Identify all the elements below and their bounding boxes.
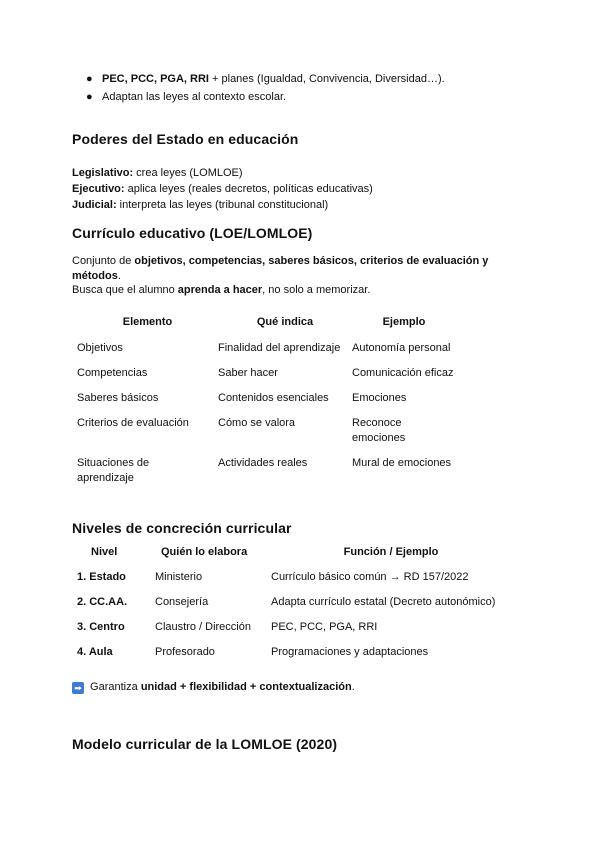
- bullet-list: [80, 70, 560, 106]
- bullet-icon: ●: [86, 91, 93, 103]
- levels-table: [77, 546, 511, 671]
- section-heading: Poderes del Estado en educación: [72, 131, 299, 147]
- table-header: Elemento Qué indica Ejemplo: [122, 316, 426, 328]
- list-item: ● Adaptan las leyes al contexto escolar.: [80, 88, 560, 106]
- bullet-icon: ●: [86, 73, 93, 85]
- curriculum-table: [77, 316, 456, 486]
- table-row: Criterios de evaluación Cómo se valora Reconoce emociones: [77, 417, 406, 444]
- table-row: Saberes básicos Contenidos esenciales Emociones: [77, 392, 407, 404]
- definition-item: Ejecutivo: aplica leyes (reales decretos, políticas educativas): [72, 183, 373, 195]
- table-row: 4. Aula Profesorado Programaciones y adaptaciones: [77, 646, 429, 658]
- list-item: ● PEC, PCC, PGA, RRI + planes (Igualdad, Convivencia, Diversidad…).: [80, 70, 560, 88]
- table-row: 3. Centro Claustro / Dirección PEC, PCC, PGA, RRI: [77, 621, 378, 633]
- paragraph: Busca que el alumno aprenda a hacer, no solo a memorizar.: [72, 284, 371, 296]
- paragraph: Conjunto de objetivos, competencias, saberes básicos, criterios de evaluación y métodos.: [72, 255, 489, 282]
- definition-list: [72, 165, 373, 213]
- section-heading: Modelo curricular de la LOMLOE (2020): [72, 736, 338, 752]
- table-row: 1. Estado Ministerio Currículo básico común → RD 157/2022: [77, 571, 469, 583]
- table-row: Objetivos Finalidad del aprendizaje Autonomía personal: [77, 342, 451, 354]
- definition-item: Legislativo: crea leyes (LOMLOE): [72, 167, 243, 179]
- table-row: Situaciones de aprendizaje Actividades reales Mural de emociones: [77, 457, 452, 484]
- definition-item: Judicial: interpreta las leyes (tribunal constitucional): [72, 199, 329, 211]
- table-header: Nivel Quién lo elabora Función / Ejemplo: [91, 546, 439, 558]
- note: ➡ Garantiza unidad + flexibilidad + contextualización.: [72, 680, 532, 695]
- arrow-right-icon: ➡: [72, 682, 84, 694]
- table-row: Competencias Saber hacer Comunicación eficaz: [77, 367, 454, 379]
- section-heading: Currículo educativo (LOE/LOMLOE): [72, 225, 313, 241]
- table-row: 2. CC.AA. Consejería Adapta currículo estatal (Decreto autonómico): [77, 596, 496, 608]
- section-heading: Niveles de concreción curricular: [72, 520, 292, 536]
